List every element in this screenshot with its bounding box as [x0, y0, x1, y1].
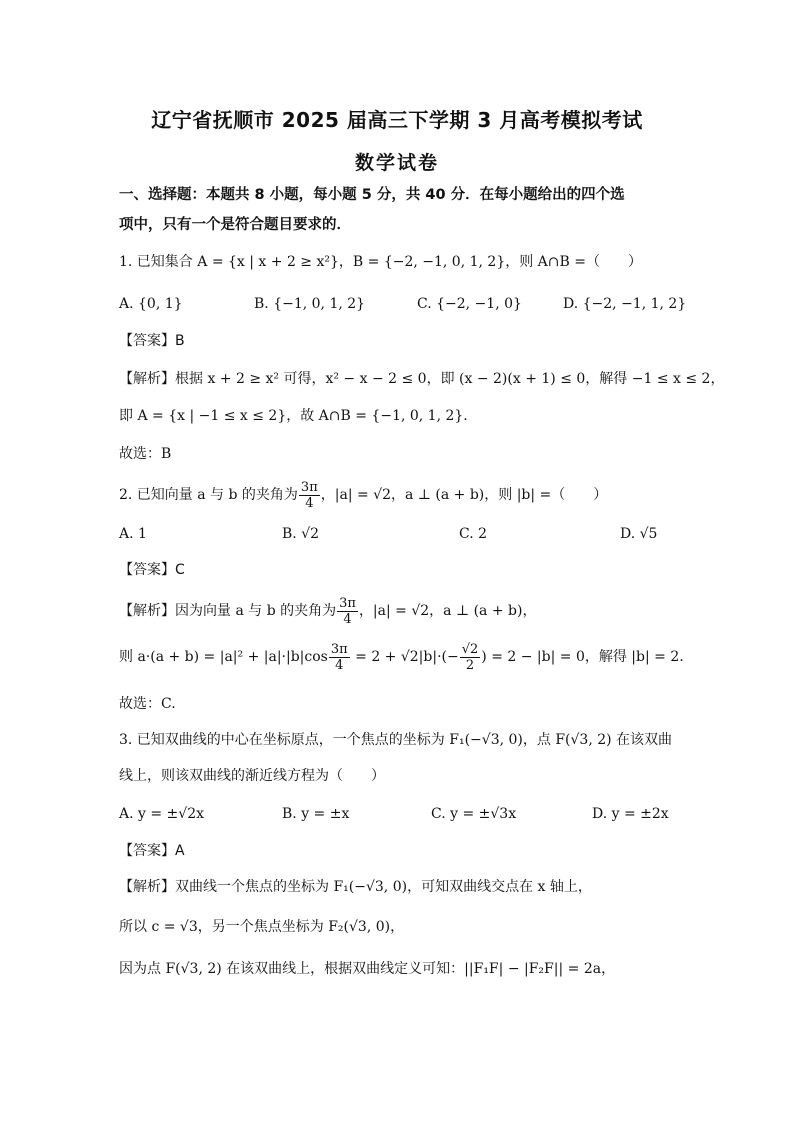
fraction-numerator: 3π — [300, 479, 318, 495]
q1-analysis-2: 即 A = {x | −1 ≤ x ≤ 2}，故 A∩B = {−1, 0, 1, 2}. — [119, 408, 468, 424]
q2-option-b: B. √2 — [282, 526, 320, 542]
fraction-denominator: 2 — [465, 657, 475, 673]
q2-analysis-cos-fraction — [329, 642, 350, 673]
q2-analysis-1 — [119, 594, 536, 628]
q3-option-d: D. y = ±2x — [592, 806, 669, 822]
q1-option-d: D. {−2, −1, 1, 2} — [563, 296, 687, 312]
q3-option-c: C. y = ±√3x — [431, 806, 517, 822]
q3-analysis-2: 所以 c = √3，另一个焦点坐标为 F₂(√3, 0)， — [119, 919, 405, 935]
q2-analysis-2-part3: ) = 2 − |b| = 0，解得 |b| = 2. — [481, 649, 684, 665]
fraction-denominator: 4 — [305, 495, 314, 511]
q2-analysis-angle-fraction — [337, 596, 358, 627]
q2-choice: 故选：C. — [119, 696, 176, 712]
q2-stem — [119, 478, 607, 512]
q1-answer: 【答案】B — [119, 333, 185, 349]
q2-answer: 【答案】C — [119, 562, 185, 578]
q2-angle-fraction — [299, 480, 320, 511]
q1-analysis-1: 【解析】根据 x + 2 ≥ x² 可得，x² − x − 2 ≤ 0，即 (x − 2)(x + 1) ≤ 0，解得 −1 ≤ x ≤ 2， — [119, 371, 725, 387]
exam-subtitle: 数学试卷 — [354, 152, 439, 174]
q2-option-c: C. 2 — [459, 526, 488, 542]
fraction-numerator: 3π — [330, 641, 348, 657]
q2-analysis-2-part2: = 2 + √2|b|·(− — [350, 649, 459, 665]
q1-choice: 故选：B — [119, 446, 172, 462]
q3-analysis-3: 因为点 F(√3, 2) 在该双曲线上，根据双曲线定义可知：||F₁F| − |F₂F|| = 2a， — [119, 961, 616, 977]
q2-analysis-1-part1: 【解析】因为向量 a 与 b 的夹角为 — [119, 603, 337, 619]
fraction-numerator: √2 — [461, 641, 479, 657]
section-heading-line1: 一、选择题：本题共 8 小题，每小题 5 分，共 40 分．在每小题给出的四个选 — [119, 187, 625, 203]
section-heading-line2: 项中，只有一个是符合题目要求的． — [119, 217, 351, 233]
fraction-denominator: 4 — [335, 657, 344, 673]
q3-stem-2: 线上，则该双曲线的渐近线方程为（ ） — [119, 768, 385, 784]
fraction-denominator: 4 — [343, 611, 352, 627]
q1-option-c: C. {−2, −1, 0} — [417, 296, 522, 312]
q1-option-a: A. {0, 1} — [119, 296, 183, 312]
q2-analysis-1-part2: ，|a| = √2，a ⊥ (a + b)， — [358, 603, 537, 619]
q3-answer: 【答案】A — [119, 843, 185, 859]
q2-analysis-2 — [119, 640, 684, 674]
exam-title: 辽宁省抚顺市 2025 届高三下学期 3 月高考模拟考试 — [151, 108, 643, 132]
q3-analysis-1: 【解析】双曲线一个焦点的坐标为 F₁(−√3, 0)，可知双曲线交点在 x 轴上， — [119, 879, 592, 895]
q2-option-a: A. 1 — [119, 526, 147, 542]
fraction-numerator: 3π — [339, 595, 356, 611]
q2-stem-part1: 2. 已知向量 a 与 b 的夹角为 — [119, 487, 298, 503]
q1-stem: 1. 已知集合 A = {x | x + 2 ≥ x²}，B = {−2, −1, 0, 1, 2}，则 A∩B =（ ） — [119, 254, 642, 270]
q2-stem-part2: ，|a| = √2，a ⊥ (a + b)，则 |b| =（ ） — [320, 487, 608, 503]
q3-option-a: A. y = ±√2x — [119, 806, 205, 822]
q3-option-b: B. y = ±x — [282, 806, 350, 822]
q2-analysis-2-part1: 则 a·(a + b) = |a|² + |a|·|b|cos — [119, 649, 328, 665]
q2-option-d: D. √5 — [620, 526, 658, 542]
q2-analysis-root-fraction — [460, 642, 481, 673]
q1-option-b: B. {−1, 0, 1, 2} — [254, 296, 366, 312]
q3-stem-1: 3. 已知双曲线的中心在坐标原点，一个焦点的坐标为 F₁(−√3, 0)，点 F(√3, 2) 在该双曲 — [119, 732, 673, 748]
